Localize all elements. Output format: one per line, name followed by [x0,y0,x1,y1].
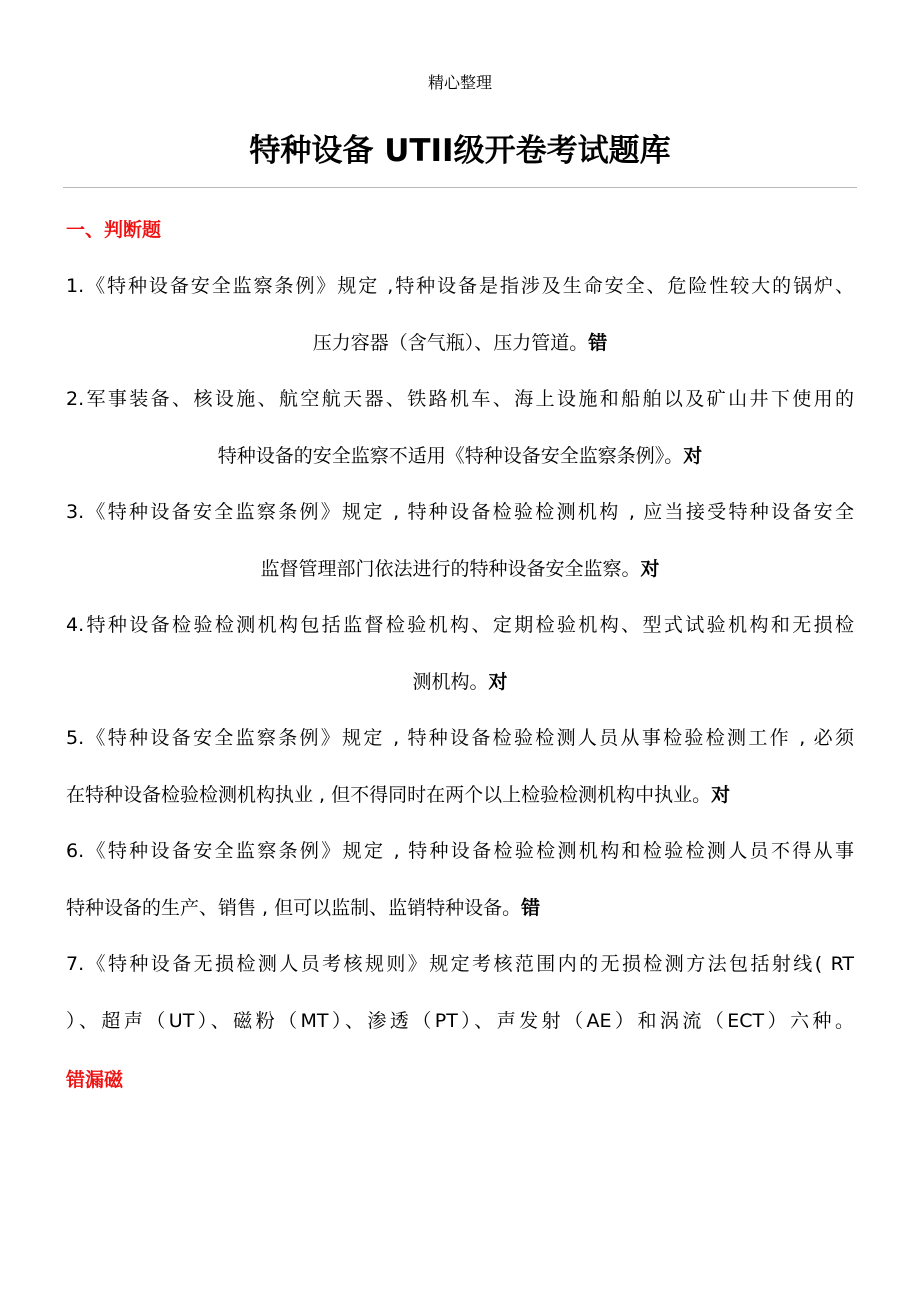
title-divider [63,187,857,188]
question-4-answer: 对 [488,671,508,693]
question-3-line-2 [0,555,920,583]
question-1-line-2 [0,329,920,357]
question-1-answer: 错 [588,332,608,354]
question-2-line-1: 2.军事装备、核设施、航空航天器、铁路机车、海上设施和船舶以及矿山井下使用的 [66,388,854,410]
question-3-text: 监督管理部门依法进行的特种设备安全监察。 [260,558,641,580]
question-5-line-2 [66,781,730,809]
question-6-line-2 [66,894,540,922]
question-7-line-1: 7.《特种设备无损检测人员考核规则》规定考核范围内的无损检测方法包括射线( RT [66,953,854,975]
question-1-line-1: 1.《特种设备安全监察条例》规定 ,特种设备是指涉及生命安全、危险性较大的锅炉、 [66,275,854,297]
question-6-answer: 错 [521,897,541,919]
question-5-text: 在特种设备检验检测机构执业 , 但不得同时在两个以上检验检测机构中执业。 [66,784,712,806]
header-note: 精心整理 [427,73,492,92]
question-2-answer: 对 [683,445,703,467]
question-4-line-2 [0,668,920,696]
question-7-line-2: ）、超声（UT）、磁粉（MT）、渗透（PT）、声发射（AE）和涡流（ECT）六种。 [66,1010,854,1032]
question-3-line-1: 3.《特种设备安全监察条例》规定 , 特种设备检验检测机构 , 应当接受特种设备安全 [66,501,854,523]
question-3-answer: 对 [640,558,660,580]
question-6-line-1: 6.《特种设备安全监察条例》规定 , 特种设备检验检测机构和检验检测人员不得从事 [66,840,854,862]
section-heading: 一、判断题 [66,219,162,241]
question-7-answer: 错漏磁 [66,1069,124,1091]
question-6-text: 特种设备的生产、销售 , 但可以监制、监销特种设备。 [66,897,522,919]
question-1-text: 压力容器（含气瓶）、压力管道。 [312,332,589,354]
question-5-line-1: 5.《特种设备安全监察条例》规定 , 特种设备检验检测人员从事检验检测工作 , 必须 [66,727,854,749]
question-4-line-1: 4.特种设备检验检测机构包括监督检验机构、定期检验机构、型式试验机构和无损检 [66,614,854,636]
question-2-text: 特种设备的安全监察不适用《特种设备安全监察条例》。 [217,445,684,467]
page-title: 特种设备 UTII级开卷考试题库 [249,133,671,169]
question-5-answer: 对 [711,784,731,806]
question-2-line-2 [0,442,920,470]
question-4-text: 测机构。 [412,671,489,693]
